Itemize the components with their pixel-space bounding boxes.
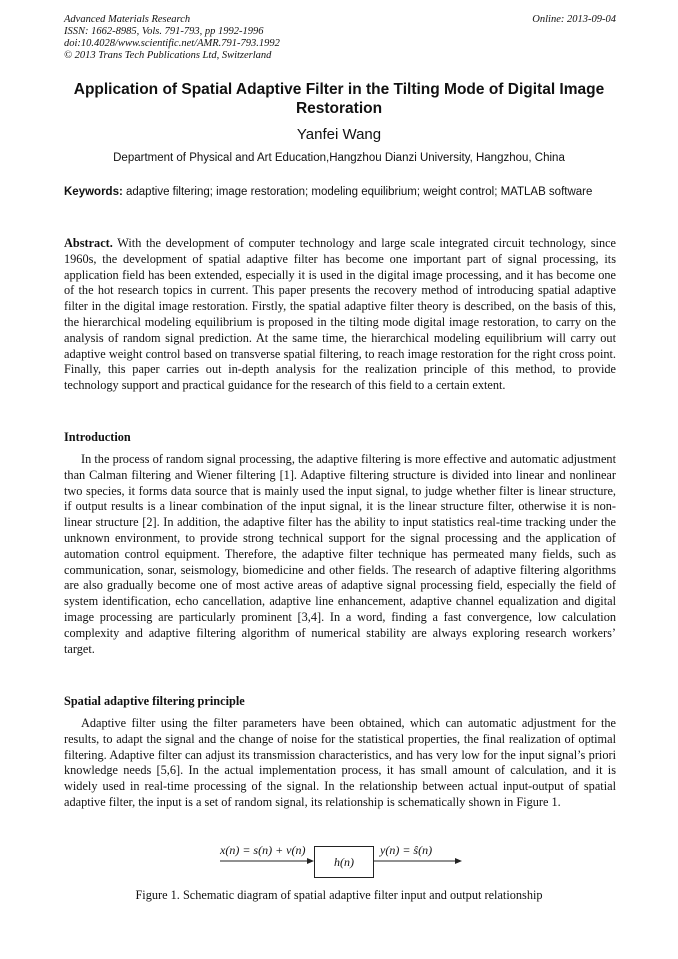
keywords-text: adaptive filtering; image restoration; modeling equilibrium; weight control; MATLAB software <box>126 186 593 198</box>
spatial-principle-paragraph: Adaptive filter using the filter parameters have been obtained, which can automatic adjustment for the results, to adapt the signal and the change of noise for the statistical properties, the final realization of optimal filtering. Adaptive filter can adjust its transmission characteristics, and has very low for the input signal’s priori knowledge needs [5,6]. In the actual implementation process, it has small amount of calculation, and it is widely used in real-time processing of the signal. In the relationship between actual input-output of spatial adaptive filter, the input is a set of random signal, its relationship is schematically shown in Figure 1. <box>64 716 616 809</box>
journal-header <box>64 14 616 62</box>
introduction-paragraph: In the process of random signal processing, the adaptive filtering is more effective and automatic adjustment than Calman filtering and Wiener filtering [1]. Adaptive filtering structure is divided into linear and nonlinear two species, it forms data source that is mainly used the input signal, to judge whether filter is linear structure, if output results is a linear combination of the input signal, it is the linear structure filter, otherwise it is non-linear structure [2]. In addition, the adaptive filter has the ability to input statistics real-time tracking under the unknown environment, to provide strong technical support for the signal processing and the application of automation control equipment. Therefore, the adaptive filter technique has permeated many fields, such as communication, sonar, seismology, biomedicine and other fields. The research of adaptive filtering algorithms are also gradually become one of most active areas of adaptive signal processing field, especially the field of system identification, echo cancellation, adaptive line enhancement, adaptive channel equalization and digital image processing are particularly prominent [3,4]. In a word, finding a fast convergence, low calculation complexity and adaptive filtering algorithm of numerical stability are always exploring research workers’ target. <box>64 452 616 656</box>
figure-caption: Figure 1. Schematic diagram of spatial adaptive filter input and output relationship <box>135 888 543 902</box>
doi-line: doi:10.4028/www.scientific.net/AMR.791-793.1992 <box>64 38 280 49</box>
filter-box-label: h(n) <box>334 854 354 869</box>
affiliation: Department of Physical and Art Education,Hangzhou Dianzi University, Hangzhou, China <box>113 152 565 164</box>
journal-name: Advanced Materials Research <box>64 14 191 25</box>
keywords-block <box>64 184 616 200</box>
online-date: Online: 2013-09-04 <box>532 14 616 25</box>
spatial-principle-heading: Spatial adaptive filtering principle <box>64 694 245 708</box>
input-equation: x(n) = s(n) + v(n) <box>220 843 306 857</box>
output-arrow-head <box>455 858 462 864</box>
paper-title: Application of Spatial Adaptive Filter in the Tilting Mode of Digital Image Restoration <box>73 81 605 117</box>
abstract-label: Abstract. <box>64 236 113 250</box>
filter-diagram <box>210 834 470 880</box>
abstract-text: With the development of computer technology and large scale integrated circuit technology, since 1960s, the development of spatial adaptive filter has become one important part of signal processing, its application field has been extended, especially it is used in the digital image processing, and it has become one of the hot research topics in current. This paper presents the recovery method of introducing spatial adaptive filter in the digital image restoration. Firstly, the spatial adaptive filter theory is described, on the basis of this, the hierarchical modeling equilibrium is proposed in the tilting mode digital image restoration, to carry on the analysis of random signal prediction. At the same time, the hierarchical modeling equilibrium will carry out adaptive weight control based on transverse spatial filtering, to reach image restoration for the right cross point. Finally, this paper carries out in-depth analysis for the realization principle of this method, to provide technology support and practical guidance for the research of this field to a certain extent. <box>64 236 617 393</box>
copyright-line: © 2013 Trans Tech Publications Ltd, Switzerland <box>64 50 272 61</box>
output-equation: y(n) = ŝ(n) <box>380 843 433 857</box>
input-arrow-head <box>307 858 314 864</box>
issn-line: ISSN: 1662-8985, Vols. 791-793, pp 1992-1996 <box>64 26 264 37</box>
abstract-block <box>64 236 616 394</box>
author-name: Yanfei Wang <box>296 126 382 143</box>
filter-box <box>314 846 374 878</box>
introduction-heading: Introduction <box>64 430 131 444</box>
keywords-label: Keywords: <box>64 186 123 198</box>
